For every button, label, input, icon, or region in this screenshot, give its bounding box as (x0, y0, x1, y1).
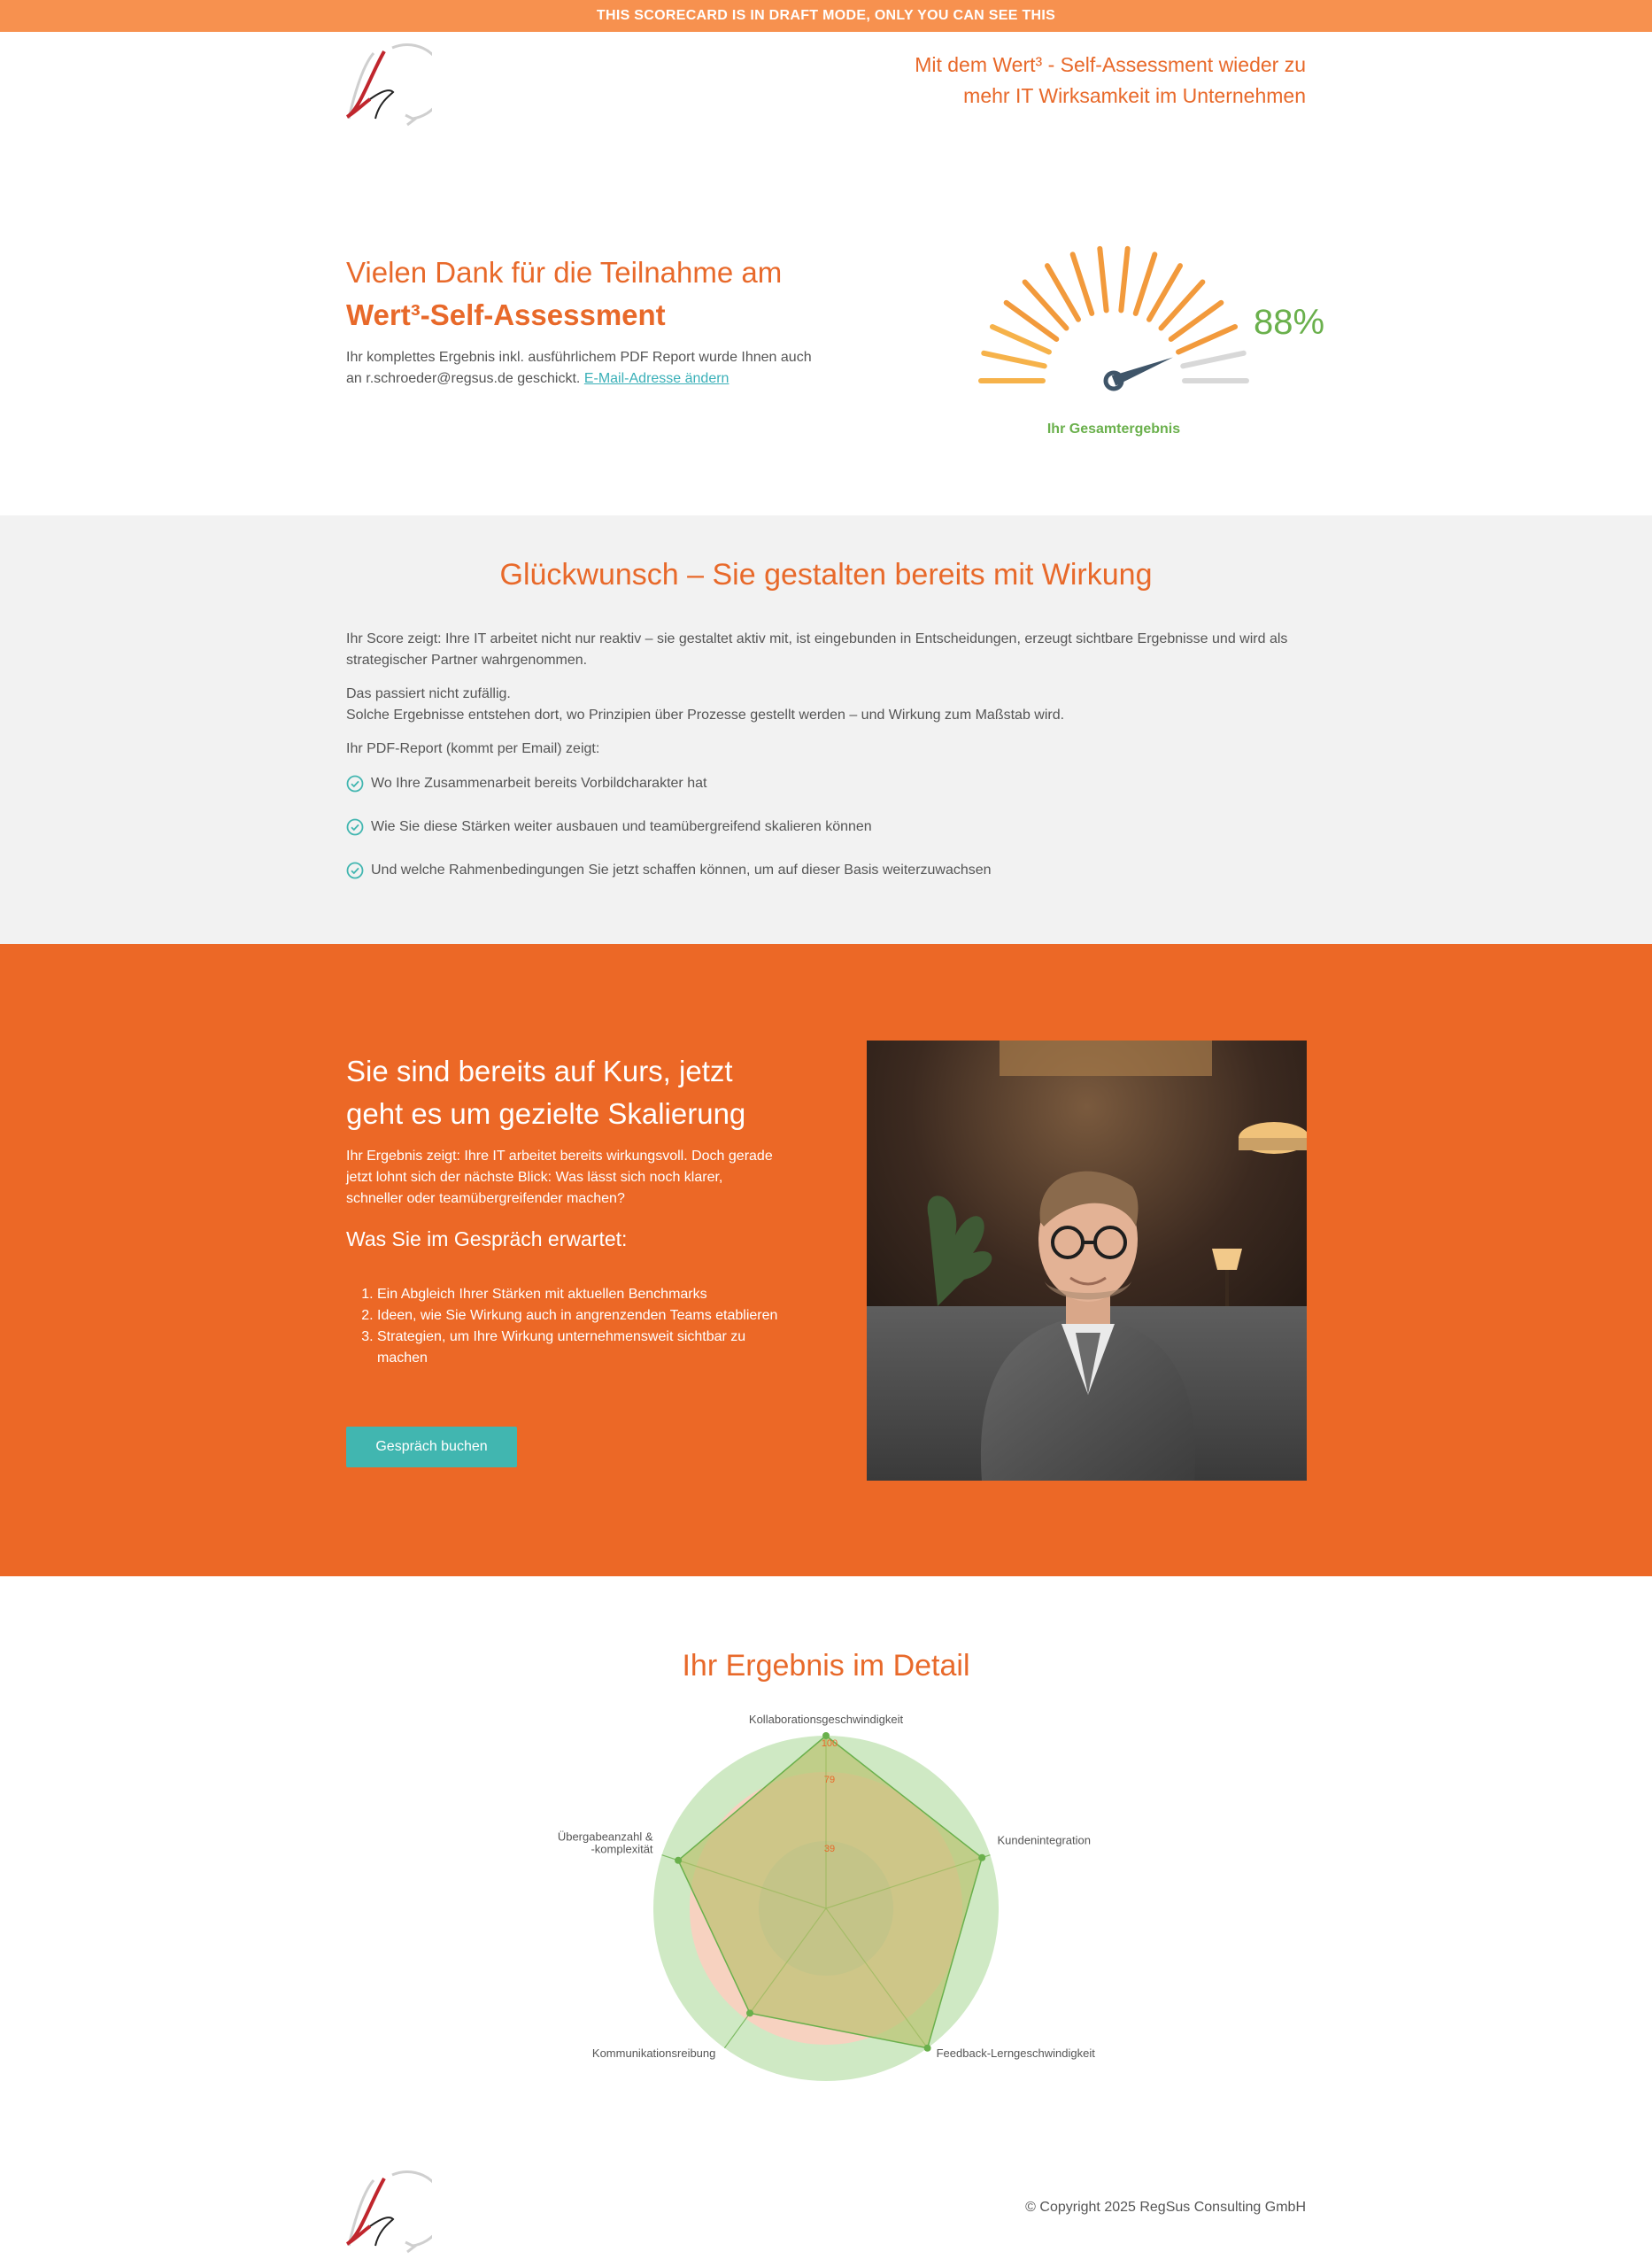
radar-point (978, 1854, 985, 1861)
list-item: 1. Ein Abgleich Ihrer Stärken mit aktuellen Benchmarks (377, 1284, 789, 1305)
copyright-text: © Copyright 2025 RegSus Consulting GmbH (1025, 2200, 1306, 2215)
congrats-section (0, 515, 1652, 944)
consultant-photo (867, 1041, 1307, 1481)
score-label: Ihr Gesamtergebnis (1046, 422, 1181, 437)
header (0, 32, 1652, 138)
consultation-title-line1: Sie sind bereits auf Kurs, jetzt (346, 1055, 733, 1087)
gauge-tick (1100, 249, 1106, 311)
consultation-title (346, 1050, 807, 1135)
change-email-link[interactable]: E-Mail-Adresse ändern (583, 371, 730, 386)
consultation-title-line2: geht es um gezielte Skalierung (346, 1097, 746, 1130)
list-item: 3. Strategien, um Ihre Wirkung unternehmensweit sichtbar zu machen (377, 1327, 789, 1369)
radar-axis-label: Feedback-Lerngeschwindigkeit (936, 2046, 1095, 2060)
gauge-tick (1073, 254, 1092, 313)
text-line2: an r.schroeder@regsus.de geschickt. (346, 371, 584, 386)
tagline-line2: mehr IT Wirksamkeit im Unternehmen (963, 84, 1306, 107)
gauge-tick (1136, 254, 1155, 313)
company-logo[interactable] (344, 41, 432, 129)
p2-line1: Das passiert nicht zufällig. (346, 686, 511, 701)
title-line2: Wert³-Self-Assessment (346, 298, 666, 331)
consultation-list (346, 1284, 789, 1369)
thank-you-section (0, 138, 1652, 515)
detail-title: Ihr Ergebnis im Detail (682, 1649, 970, 1683)
consultation-lead: Ihr Ergebnis zeigt: Ihre IT arbeitet bereits wirkungsvoll. Doch gerade jetzt lohnt sich der nächste Blick: Was lässt sich noch klarer, schneller oder teamübergreifender machen? (346, 1149, 773, 1206)
checklist-text: Wie Sie diese Stärken weiter ausbauen und teamübergreifend skalieren können (371, 819, 872, 834)
consultation-section (0, 944, 1652, 1576)
header-tagline (775, 50, 1306, 112)
check-circle-icon (346, 775, 364, 793)
radar-band-label: 79 (823, 1774, 836, 1785)
score-gauge (965, 243, 1346, 446)
check-circle-icon (346, 818, 364, 836)
p2-line2: Solche Ergebnisse entstehen dort, wo Prinzipien über Prozesse gestellt werden – und Wirkung zum Maßstab wird. (346, 708, 1065, 723)
consultation-subtitle: Was Sie im Gespräch erwartet: (346, 1227, 628, 1250)
score-percent: 88% (1254, 303, 1325, 342)
radar-point (746, 2009, 753, 2016)
radar-axis-label: Kollaborationsgeschwindigkeit (748, 1713, 904, 1726)
congrats-title: Glückwunsch – Sie gestalten bereits mit Wirkung (499, 558, 1153, 592)
title-line1: Vielen Dank für die Teilnahme am (346, 256, 783, 289)
congrats-paragraph-3: Ihr PDF-Report (kommt per Email) zeigt: (346, 741, 600, 756)
checklist-text: Und welche Rahmenbedingungen Sie jetzt schaffen können, um auf dieser Basis weiterzuwachsen (371, 863, 992, 878)
tagline-line1: Mit dem Wert³ - Self-Assessment wieder zu (915, 53, 1306, 76)
thank-you-title (346, 251, 895, 337)
radar-axis-label: Kommunikationsreibung (591, 2046, 716, 2060)
list-item: 2. Ideen, wie Sie Wirkung auch in angrenzenden Teams etablieren (377, 1305, 789, 1327)
radar-point (675, 1857, 682, 1864)
checklist-item (346, 816, 872, 839)
gauge-tick (984, 353, 1044, 367)
radar-point (924, 2045, 931, 2052)
gauge-tick (1183, 353, 1243, 367)
text-line1: Ihr komplettes Ergebnis inkl. ausführlichem PDF Report wurde Ihnen auch (346, 350, 812, 365)
result-radar-chart (531, 1705, 1133, 2094)
radar-axis-label: Übergabeanzahl & -komplexität (557, 1830, 653, 1856)
check-circle-icon (346, 862, 364, 879)
radar-band-label: 39 (823, 1843, 836, 1854)
radar-axis-label: Kundenintegration (997, 1833, 1091, 1847)
draft-mode-banner: THIS SCORECARD IS IN DRAFT MODE, ONLY YOU CAN SEE THIS (0, 0, 1652, 32)
footer-logo[interactable] (344, 2168, 432, 2256)
radar-band-label: 100 (821, 1738, 838, 1749)
gauge-tick (1121, 249, 1127, 311)
book-call-button[interactable]: Gespräch buchen (346, 1427, 517, 1467)
checklist-text: Wo Ihre Zusammenarbeit bereits Vorbildcharakter hat (371, 776, 707, 791)
thank-you-text (346, 347, 842, 390)
congrats-paragraph-2 (346, 684, 1306, 726)
checklist-item (346, 859, 992, 882)
congrats-paragraph-1: Ihr Score zeigt: Ihre IT arbeitet nicht nur reaktiv – sie gestaltet aktiv mit, ist eingebunden in Entscheidungen, erzeugt sichtbare Ergebnisse und wird als strategischer Partner wahrgenommen. (346, 631, 1288, 668)
checklist-item (346, 772, 706, 795)
